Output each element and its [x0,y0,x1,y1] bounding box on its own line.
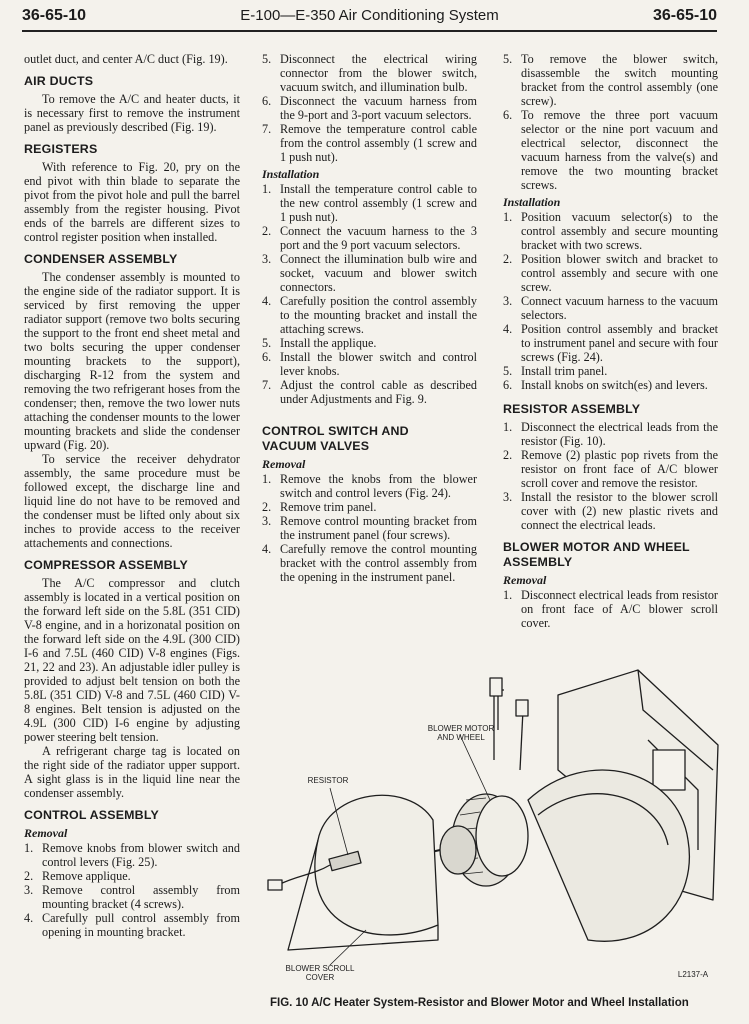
page-number-right: 36-65-10 [652,7,717,24]
intro-text: outlet duct, and center A/C duct (Fig. 19). [24,52,228,66]
control-switch-removal-label: Removal [262,457,306,471]
blower-motor-heading: BLOWER MOTOR AND WHEEL ASSEMBLY [503,540,690,569]
list-item: 7. Remove the temperature control cable from the control assembly (1 screw and 1 push nut). [262,122,477,164]
control-assembly-heading: CONTROL ASSEMBLY [24,808,159,822]
header-rule [22,30,717,32]
switch-installation-label: Installation [503,195,561,209]
compressor-text-1: The A/C compressor and clutch assembly is located in a vertical position on the forward left side on the 5.8L (351 CID) V-8 engine, and in a horizonatal position on the forward left side on the 4.9L (300 CID) I-6 and 7.5L (460 CID) V-8 engines (Figs. 21, 22 and 23). An adjustable idler pulley is provided to adjust belt tension on both the 5.8L (351 CID) V-8 and 7.5L (460 CID) V-8 engines. Belt tension is adjusted on the 4.9L (300 CID) I-6 engine by adjusting power steering belt tension. [24,576,240,744]
list-item: 5. To remove the blower switch, disassemble the switch mounting bracket from the control assembly (one screw). [503,52,718,108]
list-item: 5. Install the applique. [262,336,377,350]
running-title: E-100—E-350 Air Conditioning System [240,7,499,24]
list-item: 3. Remove control assembly from mounting bracket (4 screws). [24,883,240,911]
label-resistor: RESISTOR [307,776,349,785]
list-item: 1. Disconnect the electrical leads from the resistor (Fig. 10). [503,420,718,448]
list-item: 4. Carefully position the control assembly to the mounting bracket and install the attaching screws. [262,294,477,336]
registers-text: With reference to Fig. 20, pry on the end pivot with thin blade to separate the pivot from the pivot hole and pull the barrel assembly from the register housing. Pivot ends of the barrels are different sizes to control register position when installed. [24,160,240,244]
condenser-heading: CONDENSER ASSEMBLY [24,252,178,266]
control-switch-heading: CONTROL SWITCH AND VACUUM VALVES [262,424,409,453]
list-item: 4. Carefully pull control assembly from opening in mounting bracket. [24,911,240,939]
condenser-text-1: The condenser assembly is mounted to the engine side of the radiator support. It is serviced by first removing the upper radiator support (remove two bolts securing the support to the front end sheet metal and two bolts securing the upper condenser mounting brackets to the support), discharging R-12 from the system and removing the two refrigerant hoses from the condenser; then, remove the two lower nuts attaching the condenser mounts to the lower mounting brackets and slide the condenser upward (Fig. 20). [24,270,240,452]
list-item: 1. Remove the knobs from the blower switch and control levers (Fig. 24). [262,472,477,500]
list-item: 2. Remove (2) plastic pop rivets from the resistor on front face of A/C blower scroll cover and remove the resistor. [503,448,718,490]
registers-heading: REGISTERS [24,142,98,156]
blower-assembly-illustration [258,650,720,996]
compressor-text-2: A refrigerant charge tag is located on the right side of the radiator upper support. A sight glass is in the liquid line near the condenser assembly. [24,744,240,800]
list-item: 1. Install the temperature control cable to the new control assembly (1 screw and 1 push nut). [262,182,477,224]
list-item: 5. Disconnect the electrical wiring connector from the blower switch, vacuum switch, and illumination bulb. [262,52,477,94]
resistor-list [503,420,718,532]
blower-motor-removal-list [503,588,718,630]
blower-assembly-drawing [258,650,720,996]
blower-motor-removal-label: Removal [503,573,547,587]
list-item: 5. Install trim panel. [503,364,608,378]
list-item: 2. Remove trim panel. [262,500,377,514]
condenser-text-2: To service the receiver dehydrator assembly, the same procedure must be followed except, the discharge line and liquid line do not have to be removed and the condenser must be lifted only about six inches to provide access to the receiver attachements and connections. [24,452,240,550]
list-item: 3. Remove control mounting bracket from the instrument panel (four screws). [262,514,477,542]
switch-installation-list [503,210,718,392]
list-item: 2. Remove applique. [24,869,131,883]
column-3 [503,52,718,630]
figure-caption: FIG. 10 A/C Heater System-Resistor and Blower Motor and Wheel Installation [270,997,689,1009]
list-item: 4. Carefully remove the control mounting bracket with the control assembly from the opening in the instrument panel. [262,542,477,584]
column-2 [262,52,477,584]
list-item: 4. Position control assembly and bracket to instrument panel and secure with four screws (Fig. 24). [503,322,718,364]
control-assembly-removal-list-continued [262,52,477,164]
label-blower-scroll-cover: BLOWER SCROLL COVER [285,964,355,982]
column-1 [24,52,240,939]
page-header [22,4,717,30]
page-number-left: 36-65-10 [22,7,87,24]
blower-scroll-housing [528,770,689,941]
list-item: 3. Connect vacuum harness to the vacuum selectors. [503,294,718,322]
blower-motor [440,826,476,874]
control-switch-removal-list [262,472,477,584]
control-assembly-installation-label: Installation [262,167,320,181]
compressor-heading: COMPRESSOR ASSEMBLY [24,558,188,572]
list-item: 6. Disconnect the vacuum harness from the 9-port and 3-port vacuum selectors. [262,94,477,122]
list-item: 6. To remove the three port vacuum selector or the nine port vacuum and electrical selector, disconnect the vacuum harness from the valve(s) and remove the two mounting bracket screws. [503,108,718,192]
list-item: 6. Install knobs on switch(es) and levers. [503,378,708,392]
control-assembly-removal-label: Removal [24,826,68,840]
control-assembly-installation-list [262,182,477,406]
list-item: 7. Adjust the control cable as described under Adjustments and Fig. 9. [262,378,477,406]
figure-code: L2137-A [677,970,709,979]
resistor-heading: RESISTOR ASSEMBLY [503,402,641,416]
control-assembly-removal-list [24,841,240,939]
switch-removal-list-continued [503,52,718,192]
list-item: 2. Position blower switch and bracket to control assembly and secure with one screw. [503,252,718,294]
list-item: 6. Install the blower switch and control lever knobs. [262,350,477,378]
list-item: 2. Connect the vacuum harness to the 3 port and the 9 port vacuum selectors. [262,224,477,252]
air-ducts-text: To remove the A/C and heater ducts, it is necessary first to remove the instrument panel as previously described (Fig. 19). [24,92,240,134]
list-item: 1. Position vacuum selector(s) to the control assembly and secure mounting bracket with two screws. [503,210,718,252]
list-item: 1. Remove knobs from blower switch and control levers (Fig. 25). [24,841,240,869]
air-ducts-heading: AIR DUCTS [24,74,94,88]
label-blower-motor: BLOWER MOTOR AND WHEEL [427,724,495,742]
list-item: 3. Install the resistor to the blower scroll cover with (2) new plastic rivets and connect the electrical leads. [503,490,718,532]
list-item: 1. Disconnect electrical leads from resistor on front face of A/C blower scroll cover. [503,588,718,630]
list-item: 3. Connect the illumination bulb wire and socket, vacuum and blower switch connectors. [262,252,477,294]
